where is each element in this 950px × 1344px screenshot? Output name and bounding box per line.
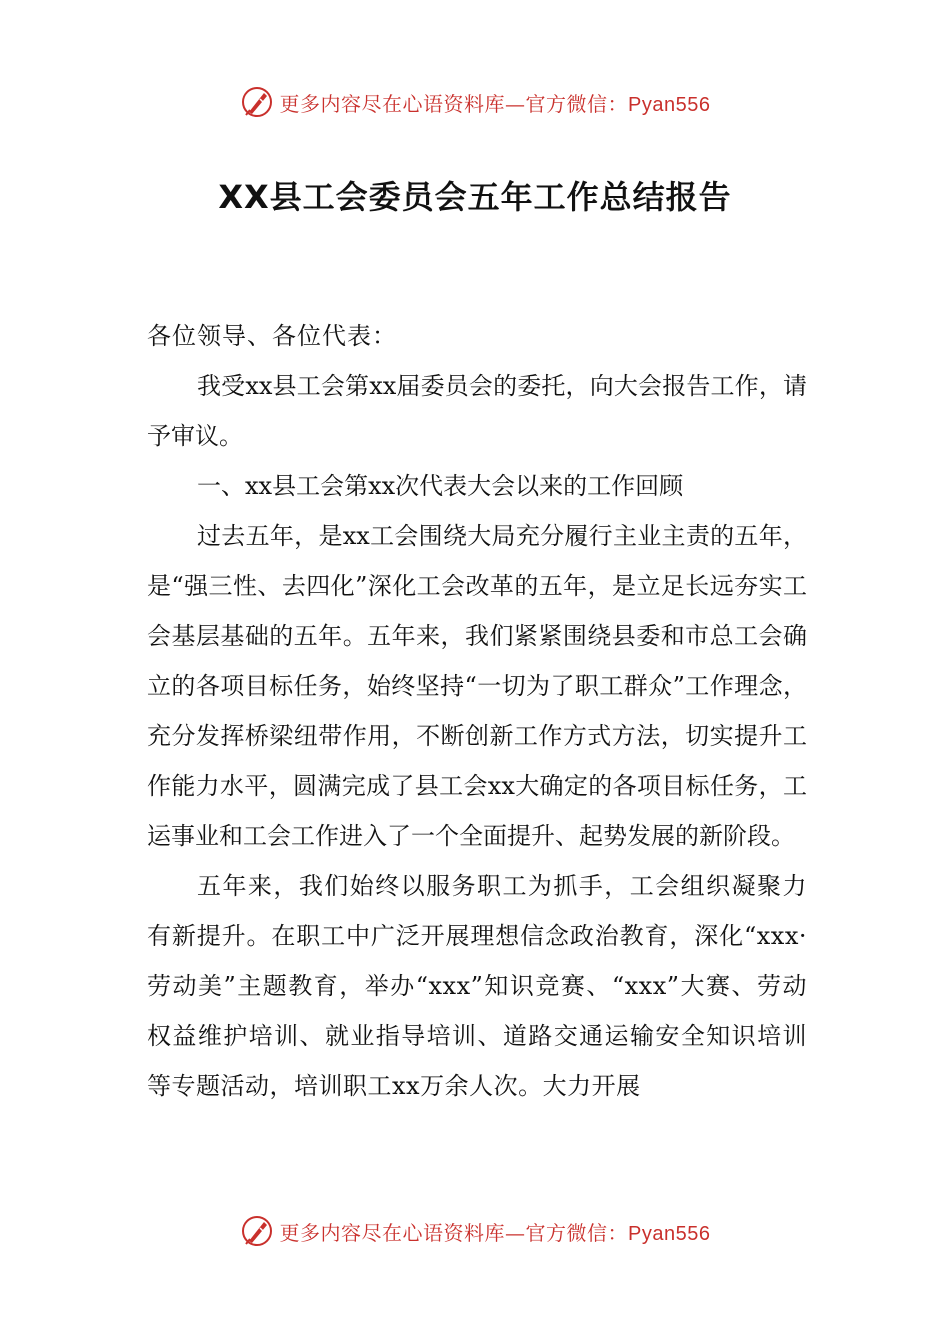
paragraph-service: 五年来，我们始终以服务职工为抓手，工会组织凝聚力有新提升。在职工中广泛开展理想信念政治教育，深化“xxx·劳动美”主题教育，举办“xxx”知识竞赛、“xxx”大赛、劳动权益维护培训、就业指导培训、道路交通运输安全知识培训等专题活动，培训职工xx万余人次。大力开展 xyxy=(147,872,807,1100)
paragraph-intro: 我受xx县工会第xx届委员会的委托，向大会报告工作，请予审议。 xyxy=(147,372,807,450)
watermark-text: 更多内容尽在心语资料库—官方微信：Pyan556 xyxy=(279,1220,711,1245)
document-body xyxy=(147,311,807,1111)
quill-pen-logo-icon xyxy=(240,85,274,119)
watermark-banner-top xyxy=(0,82,950,122)
watermark-handle: Pyan556 xyxy=(628,1222,711,1245)
document-title: XX县工会委员会五年工作总结报告 xyxy=(218,178,732,216)
watermark-text: 更多内容尽在心语资料库—官方微信：Pyan556 xyxy=(279,91,711,116)
watermark-handle: Pyan556 xyxy=(628,93,711,116)
greeting: 各位领导、各位代表： xyxy=(147,322,397,350)
watermark-banner-bottom xyxy=(0,1211,950,1251)
quill-pen-logo-icon xyxy=(240,1214,274,1248)
paragraph-review: 过去五年，是xx工会围绕大局充分履行主业主责的五年，是“强三性、去四化”深化工会改革的五年，是立足长远夯实工会基层基础的五年。五年来，我们紧紧围绕县委和市总工会确立的各项目标任务，始终坚持“一切为了职工群众”工作理念，充分发挥桥梁纽带作用，不断创新工作方式方法，切实提升工作能力水平，圆满完成了县工会xx大确定的各项目标任务，工运事业和工会工作进入了一个全面提升、起势发展的新阶段。 xyxy=(147,522,807,850)
section-heading: 一、xx县工会第xx次代表大会以来的工作回顾 xyxy=(197,472,684,500)
